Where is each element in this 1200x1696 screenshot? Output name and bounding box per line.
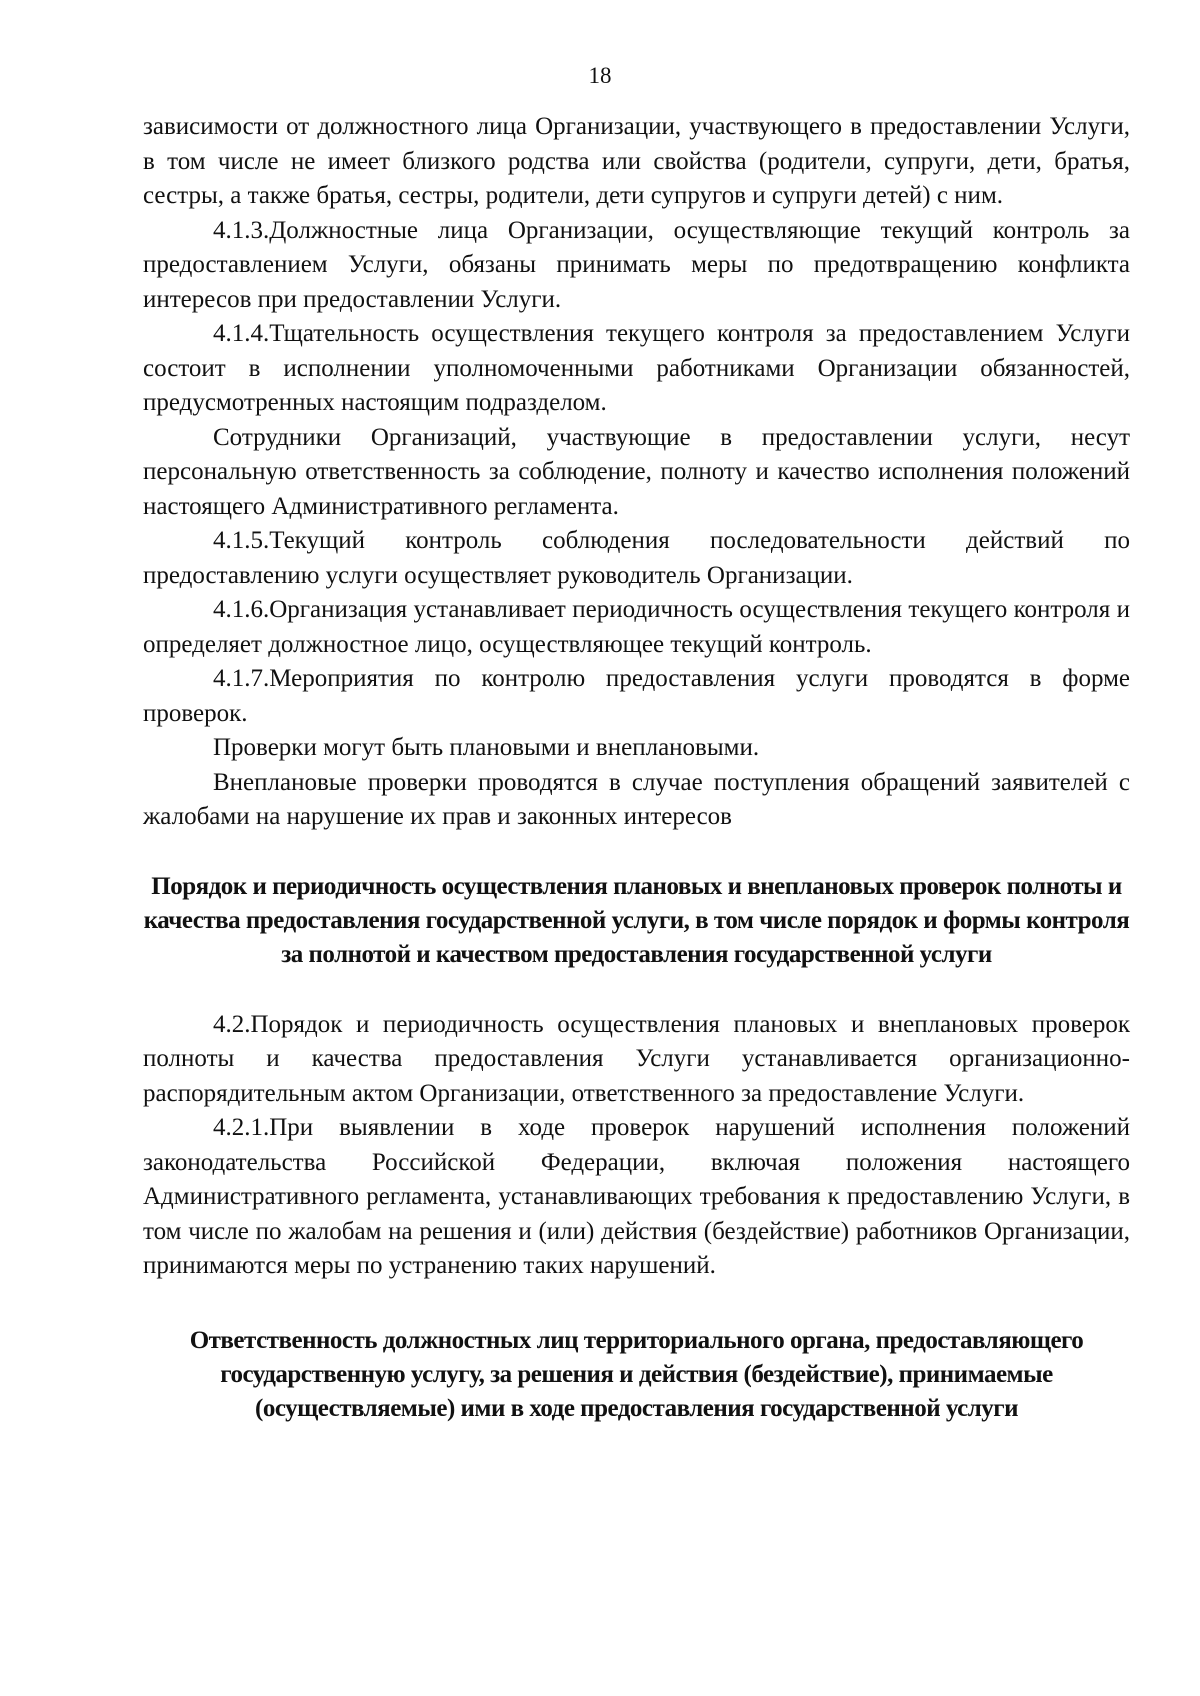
paragraph-4-1-7: 4.1.7.Мероприятия по контролю предоставления услуги проводятся в форме проверок. [143,665,1130,727]
paragraph-4-1-3: 4.1.3.Должностные лица Организации, осуществляющие текущий контроль за предоставлением Услуги, обязаны принимать меры по предотвращению конфликта интересов при предоставлении Услуги. [143,216,1130,313]
paragraph-unscheduled-inspections: Внеплановые проверки проводятся в случае поступления обращений заявителей с жалобами на нарушение их прав и законных интересов [143,768,1130,830]
paragraph-employees-responsibility: Сотрудники Организаций, участвующие в предоставлении услуги, несут персональную ответственность за соблюдение, полноту и качество исполнения положений настоящего Административного регламента. [143,423,1130,520]
section-heading-inspections: Порядок и периодичность осуществления плановых и внеплановых проверок полноты и качества предоставления государственной услуги, в том числе порядок и формы контроля за полнотой и качеством предоставления государственной услуги [143,872,1130,968]
paragraph-4-1-4: 4.1.4.Тщательность осуществления текущего контроля за предоставлением Услуги состоит в исполнении уполномоченными работниками Организации обязанностей, предусмотренных настоящим подразделом. [143,320,1130,416]
page-number: 18 [588,63,612,88]
paragraph-continuation: зависимости от должностного лица Организации, участвующего в предоставлении Услуги, в том числе не имеет близкого родства или свойства (родители, супруги, дети, братья, сестры, а также братья, сестры, родители, дети супругов и супруги детей) с ним. [143,113,1130,209]
paragraph-4-1-5: 4.1.5.Текущий контроль соблюдения последовательности действий по предоставлению услуги осуществляет руководитель Организации. [143,527,1130,589]
document-body [143,110,1130,1426]
paragraph-4-2-1: 4.2.1.При выявлении в ходе проверок нарушений исполнения положений законодательства Российской Федерации, включая положения настоящего Административного регламента, устанавливающих требования к предоставлению Услуги, в том числе по жалобам на решения и (или) действия (бездействие) работников Организации, принимаются меры по устранению таких нарушений. [143,1114,1130,1279]
paragraph-4-2: 4.2.Порядок и периодичность осуществления плановых и внеплановых проверок полноты и качества предоставления Услуги устанавливается организационно-распорядительным актом Организации, ответственного за предоставление Услуги. [143,1010,1130,1107]
paragraph-inspection-types: Проверки могут быть плановыми и внеплановыми. [213,734,760,761]
paragraph-4-1-6: 4.1.6.Организация устанавливает периодичность осуществления текущего контроля и определяет должностное лицо, осуществляющее текущий контроль. [143,596,1130,658]
section-heading-responsibility: Ответственность должностных лиц территориального органа, предоставляющего государственную услугу, за решения и действия (бездействие), принимаемые (осуществляемые) ими в ходе предоставления государственной услуги [189,1326,1084,1422]
